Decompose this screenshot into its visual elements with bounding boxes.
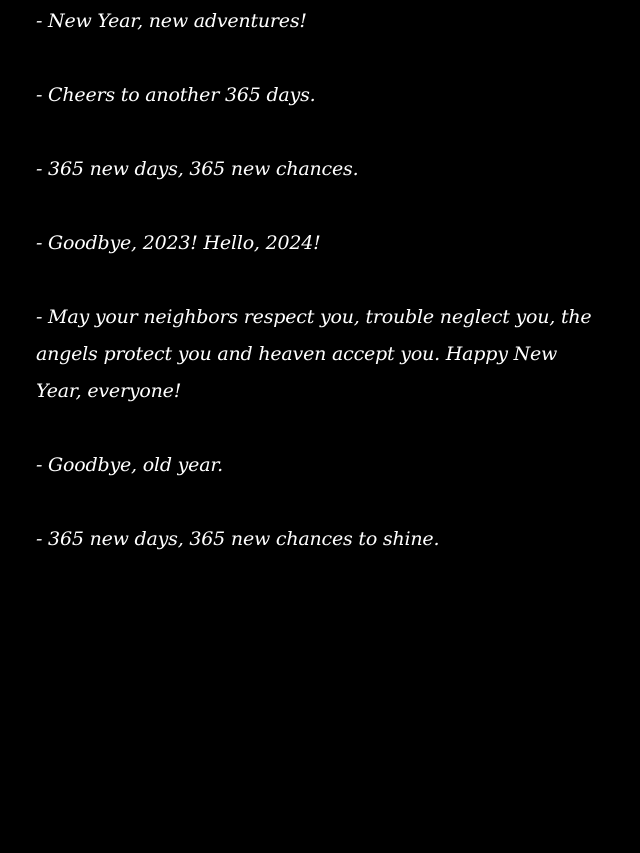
wish-line: - Goodbye, 2023! Hello, 2024!	[36, 232, 321, 254]
wish-line: - 365 new days, 365 new chances to shine.	[36, 528, 440, 550]
wish-line: - May your neighbors respect you, trouble neglect you, the angels protect you and heaven accept you. Happy New Year, everyone!	[36, 306, 592, 402]
wishes-list	[36, 3, 596, 595]
wish-line: - Cheers to another 365 days.	[36, 84, 316, 106]
wish-line: - New Year, new adventures!	[36, 10, 307, 32]
wish-line: - Goodbye, old year.	[36, 454, 223, 476]
wish-line: - 365 new days, 365 new chances.	[36, 158, 359, 180]
